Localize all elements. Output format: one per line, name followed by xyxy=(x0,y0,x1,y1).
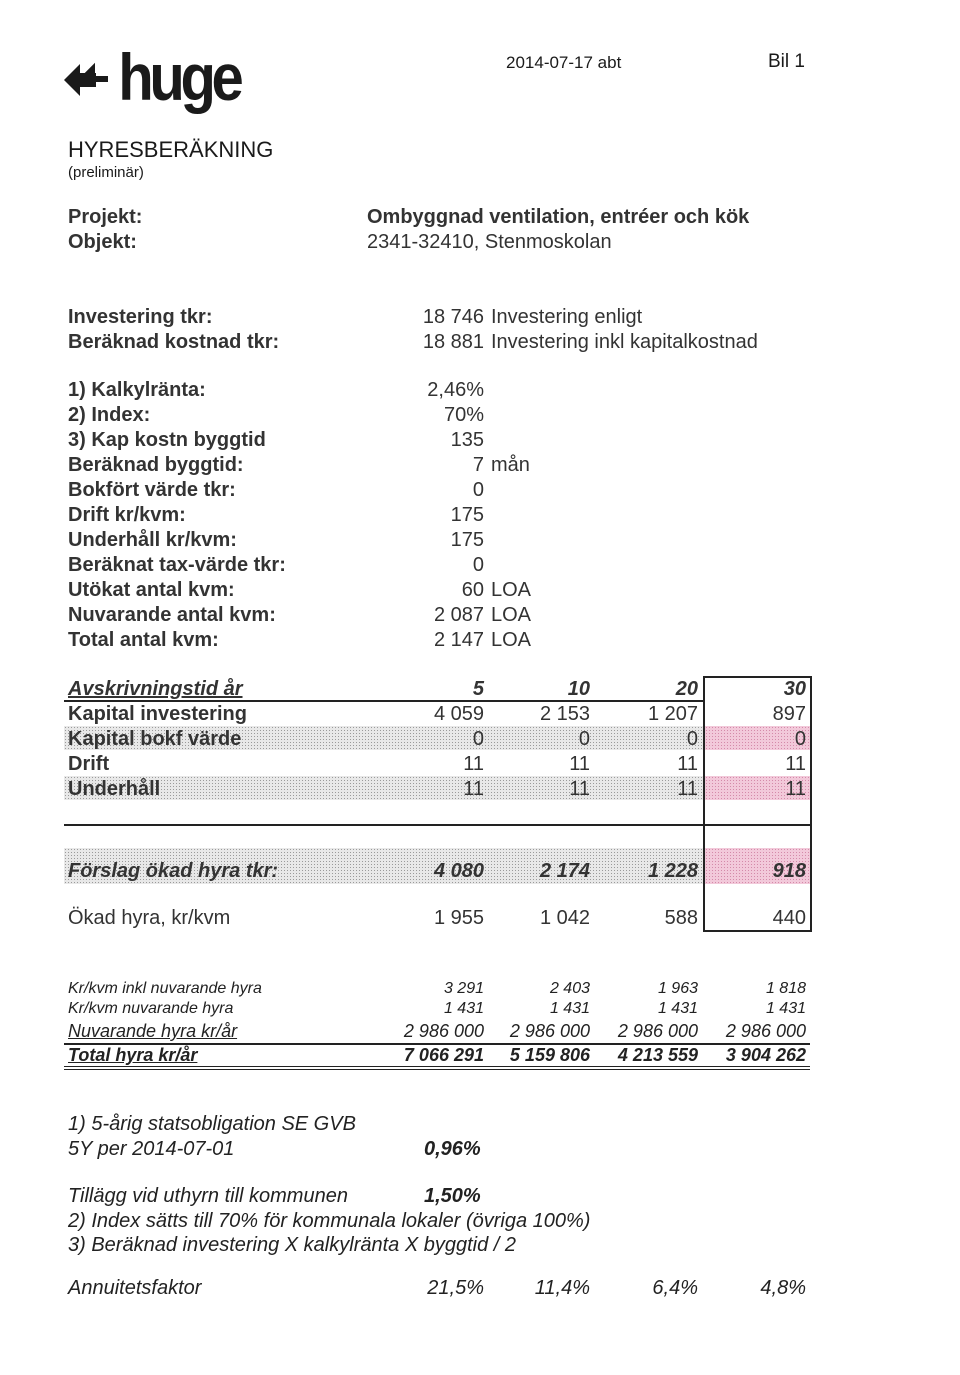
investering-note: Investering enligt xyxy=(491,306,643,328)
parameter-value: 2,46% xyxy=(427,379,484,401)
parameter-value: 2 147 xyxy=(433,629,484,651)
parameter-unit: LOA xyxy=(491,579,532,601)
logo-arrows-icon xyxy=(62,42,282,114)
parameter-unit: mån xyxy=(491,454,530,476)
cell-value: 897 xyxy=(772,703,806,725)
cell-value: 11 xyxy=(569,778,590,800)
parameter-row xyxy=(0,554,960,579)
parameter-label: Total antal kvm: xyxy=(68,629,219,651)
table-sum-line xyxy=(64,824,810,826)
rent-label: Kr/kvm inkl nuvarande hyra xyxy=(68,980,262,997)
page-title: HYRESBERÄKNING xyxy=(68,137,274,162)
rent-value: 1 431 xyxy=(549,1000,590,1017)
parameter-value: 135 xyxy=(450,429,484,451)
parameter-label: Beräknad byggtid: xyxy=(68,454,244,476)
rent-value: 1 818 xyxy=(765,980,806,997)
company-logo xyxy=(62,42,282,114)
kostnad-note: Investering inkl kapitalkostnad xyxy=(491,331,758,353)
okad-hyra-value: 1 042 xyxy=(539,907,590,929)
okad-hyra-value: 440 xyxy=(772,907,806,929)
okad-hyra-label: Ökad hyra, kr/kvm xyxy=(68,907,231,929)
parameter-label: 3) Kap kostn byggtid xyxy=(68,429,266,451)
cell-value: 11 xyxy=(463,778,484,800)
table-header-label: Avskrivningstid år xyxy=(68,678,243,700)
row-label: Underhåll xyxy=(68,778,161,800)
parameter-value: 2 087 xyxy=(433,604,484,626)
parameter-unit: LOA xyxy=(491,604,532,626)
annuitet-value: 4,8% xyxy=(760,1277,806,1299)
cell-value: 0 xyxy=(794,728,806,750)
parameter-row xyxy=(0,404,960,429)
row-label: Kapital bokf värde xyxy=(68,728,242,750)
parameter-label: Beräknat tax-värde tkr: xyxy=(68,554,286,576)
total-bottom-line-1 xyxy=(64,1066,810,1067)
proposal-value: 1 228 xyxy=(647,860,698,882)
table-row xyxy=(0,753,960,778)
rent-value: 2 403 xyxy=(549,980,590,997)
proposal-label: Förslag ökad hyra tkr: xyxy=(68,860,279,882)
parameter-value: 175 xyxy=(450,504,484,526)
cell-value: 11 xyxy=(677,778,698,800)
rent-value: 1 431 xyxy=(443,1000,484,1017)
parameter-label: Bokfört värde tkr: xyxy=(68,479,236,501)
investering-label: Investering tkr: xyxy=(68,306,213,328)
parameter-label: Nuvarande antal kvm: xyxy=(68,604,276,626)
total-rent-value: 5 159 806 xyxy=(509,1045,590,1065)
proposal-value: 2 174 xyxy=(539,860,590,882)
row-label: Drift xyxy=(68,753,110,775)
tillagg-label: Tillägg vid uthyrn till kommunen xyxy=(68,1185,348,1207)
parameter-value: 175 xyxy=(450,529,484,551)
rent-value: 1 431 xyxy=(657,1000,698,1017)
depreciation-rows xyxy=(0,703,960,803)
rent-label: Nuvarande hyra kr/år xyxy=(68,1021,238,1041)
note-1-line-1: 1) 5-årig statsobligation SE GVB xyxy=(68,1113,356,1135)
parameter-row xyxy=(0,429,960,454)
cell-value: 0 xyxy=(578,728,590,750)
parameter-unit: LOA xyxy=(491,629,532,651)
note-2: 2) Index sätts till 70% för kommunala lokaler (övriga 100%) xyxy=(68,1210,591,1232)
okad-hyra-value: 1 955 xyxy=(433,907,484,929)
document-date: 2014-07-17 abt xyxy=(506,53,622,72)
note-1-line-2: 5Y per 2014-07-01 xyxy=(68,1138,235,1160)
parameter-row xyxy=(0,504,960,529)
note-1-value: 0,96% xyxy=(424,1138,481,1160)
proposal-value: 4 080 xyxy=(433,860,484,882)
table-row xyxy=(0,703,960,728)
parameter-value: 7 xyxy=(472,454,484,476)
table-row xyxy=(0,728,960,753)
rent-value: 3 291 xyxy=(443,980,484,997)
kostnad-value: 18 881 xyxy=(422,331,484,353)
year-header: 30 xyxy=(783,678,806,700)
attachment-number: Bil 1 xyxy=(768,51,805,72)
rent-value: 1 963 xyxy=(657,980,698,997)
rent-value: 2 986 000 xyxy=(725,1021,806,1041)
total-rent-value: 4 213 559 xyxy=(617,1045,698,1065)
annuitet-label: Annuitetsfaktor xyxy=(68,1277,202,1299)
proposal-value: 918 xyxy=(772,860,806,882)
parameter-row xyxy=(0,579,960,604)
svg-text:huge: huge xyxy=(118,42,240,114)
objekt-value: 2341-32410, Stenmoskolan xyxy=(367,231,612,253)
cell-value: 0 xyxy=(472,728,484,750)
rent-value: 2 986 000 xyxy=(509,1021,590,1041)
parameter-label: 1) Kalkylränta: xyxy=(68,379,206,401)
parameter-value: 70% xyxy=(443,404,484,426)
cell-value: 11 xyxy=(785,753,806,775)
annuitet-value: 21,5% xyxy=(427,1277,484,1299)
cell-value: 0 xyxy=(686,728,698,750)
parameter-label: Underhåll kr/kvm: xyxy=(68,529,237,551)
cell-value: 11 xyxy=(463,753,484,775)
total-bottom-line-2 xyxy=(64,1069,810,1070)
table-row xyxy=(0,778,960,803)
parameter-label: 2) Index: xyxy=(68,404,151,426)
rent-value: 2 986 000 xyxy=(403,1021,484,1041)
objekt-label: Objekt: xyxy=(68,231,137,253)
okad-hyra-value: 588 xyxy=(664,907,698,929)
projekt-label: Projekt: xyxy=(68,206,143,228)
parameter-row xyxy=(0,604,960,629)
cell-value: 11 xyxy=(785,778,806,800)
year-header: 10 xyxy=(567,678,590,700)
page-subtitle: (preliminär) xyxy=(68,164,144,181)
projekt-value: Ombyggnad ventilation, entréer och kök xyxy=(367,206,750,228)
box-bottom-border xyxy=(703,930,812,932)
total-rent-label: Total hyra kr/år xyxy=(68,1045,198,1065)
parameter-list xyxy=(0,379,960,654)
rent-value: 2 986 000 xyxy=(617,1021,698,1041)
parameter-label: Drift kr/kvm: xyxy=(68,504,186,526)
rent-value: 1 431 xyxy=(765,1000,806,1017)
total-rent-value: 3 904 262 xyxy=(725,1045,806,1065)
row-label: Kapital investering xyxy=(68,703,247,725)
parameter-label: Utökat antal kvm: xyxy=(68,579,235,601)
parameter-row xyxy=(0,629,960,654)
cell-value: 11 xyxy=(677,753,698,775)
parameter-row xyxy=(0,529,960,554)
parameter-row xyxy=(0,479,960,504)
parameter-row xyxy=(0,454,960,479)
investering-value: 18 746 xyxy=(422,306,484,328)
parameter-value: 0 xyxy=(472,554,484,576)
year-header: 20 xyxy=(675,678,698,700)
cell-value: 2 153 xyxy=(539,703,590,725)
rent-label: Kr/kvm nuvarande hyra xyxy=(68,1000,234,1017)
note-3: 3) Beräknad investering X kalkylränta X byggtid / 2 xyxy=(68,1234,517,1256)
annuitet-value: 11,4% xyxy=(534,1277,590,1299)
cell-value: 1 207 xyxy=(647,703,698,725)
kostnad-label: Beräknad kostnad tkr: xyxy=(68,331,280,353)
parameter-value: 60 xyxy=(461,579,484,601)
tillagg-value: 1,50% xyxy=(424,1185,481,1207)
annuitet-value: 6,4% xyxy=(652,1277,698,1299)
cell-value: 4 059 xyxy=(433,703,484,725)
parameter-value: 0 xyxy=(472,479,484,501)
parameter-row xyxy=(0,379,960,404)
year-header: 5 xyxy=(472,678,484,700)
cell-value: 11 xyxy=(569,753,590,775)
total-rent-value: 7 066 291 xyxy=(403,1045,484,1065)
